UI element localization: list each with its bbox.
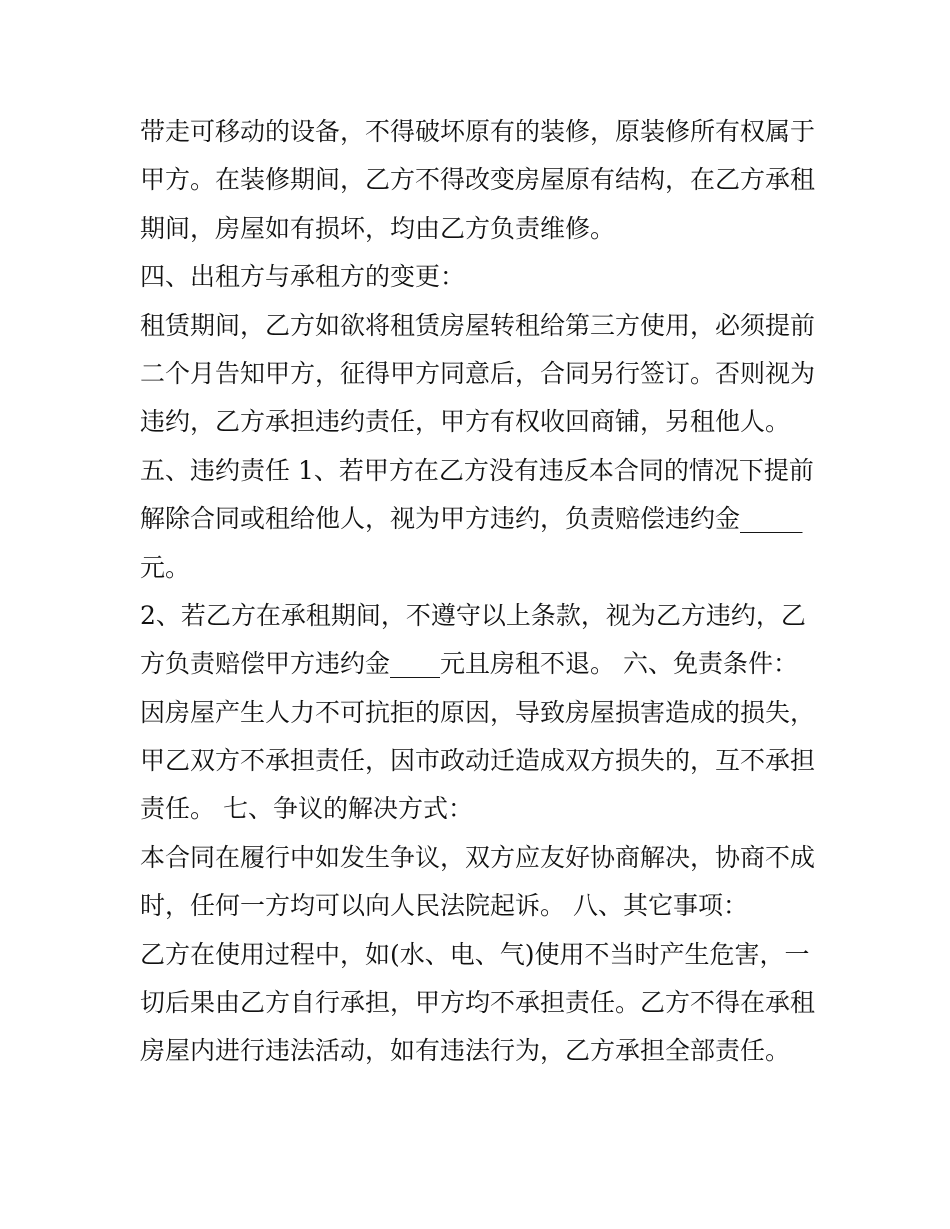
text-line: 租赁期间，乙方如欲将租赁房屋转租给第三方使用，必须提前 xyxy=(140,310,816,340)
text-line: 元。 xyxy=(140,552,191,582)
text-line: 切后果由乙方自行承担，甲方均不承担责任。乙方不得在承租 xyxy=(140,988,816,1018)
text-line: 甲方。在装修期间，乙方不得改变房屋原有结构，在乙方承租 xyxy=(140,165,816,195)
text-line: 违约，乙方承担违约责任，甲方有权收回商铺，另租他人。 xyxy=(140,407,791,437)
text-line: 期间，房屋如有损坏，均由乙方负责维修。 xyxy=(140,213,616,243)
text-line: 带走可移动的设备，不得破坏原有的装修，原装修所有权属于 xyxy=(140,117,816,146)
text-line: 房屋内进行违法活动，如有违法行为，乙方承担全部责任。 xyxy=(140,1036,791,1066)
text-line: 乙方在使用过程中，如(水、电、气)使用不当时产生危害，一 xyxy=(140,939,810,969)
text-line: 方负责赔偿甲方违约金____元且房租不退。 六、免责条件： xyxy=(140,649,798,679)
text-line: 甲乙双方不承担责任，因市政动迁造成双方损失的，互不承担 xyxy=(140,746,816,776)
section-heading-4: 四、出租方与承租方的变更： xyxy=(140,262,466,292)
section-heading-5: 五、违约责任 1、若甲方在乙方没有违反本合同的情况下提前 xyxy=(140,455,814,485)
text-line: 时，任何一方均可以向人民法院起诉。 八、其它事项： xyxy=(140,891,748,921)
text-line: 二个月告知甲方，征得甲方同意后，合同另行签订。否则视为 xyxy=(140,358,816,388)
text-line: 责任。 七、争议的解决方式： xyxy=(140,794,473,824)
text-line: 2、若乙方在承租期间，不遵守以上条款，视为乙方违约，乙 xyxy=(140,600,806,630)
contract-body-text xyxy=(140,108,820,1076)
text-line: 解除合同或租给他人，视为甲方违约，负责赔偿违约金_____ xyxy=(140,504,803,534)
text-line: 因房屋产生人力不可抗拒的原因，导致房屋损害造成的损失， xyxy=(140,697,816,727)
text-line: 本合同在履行中如发生争议，双方应友好协商解决，协商不成 xyxy=(140,842,816,872)
